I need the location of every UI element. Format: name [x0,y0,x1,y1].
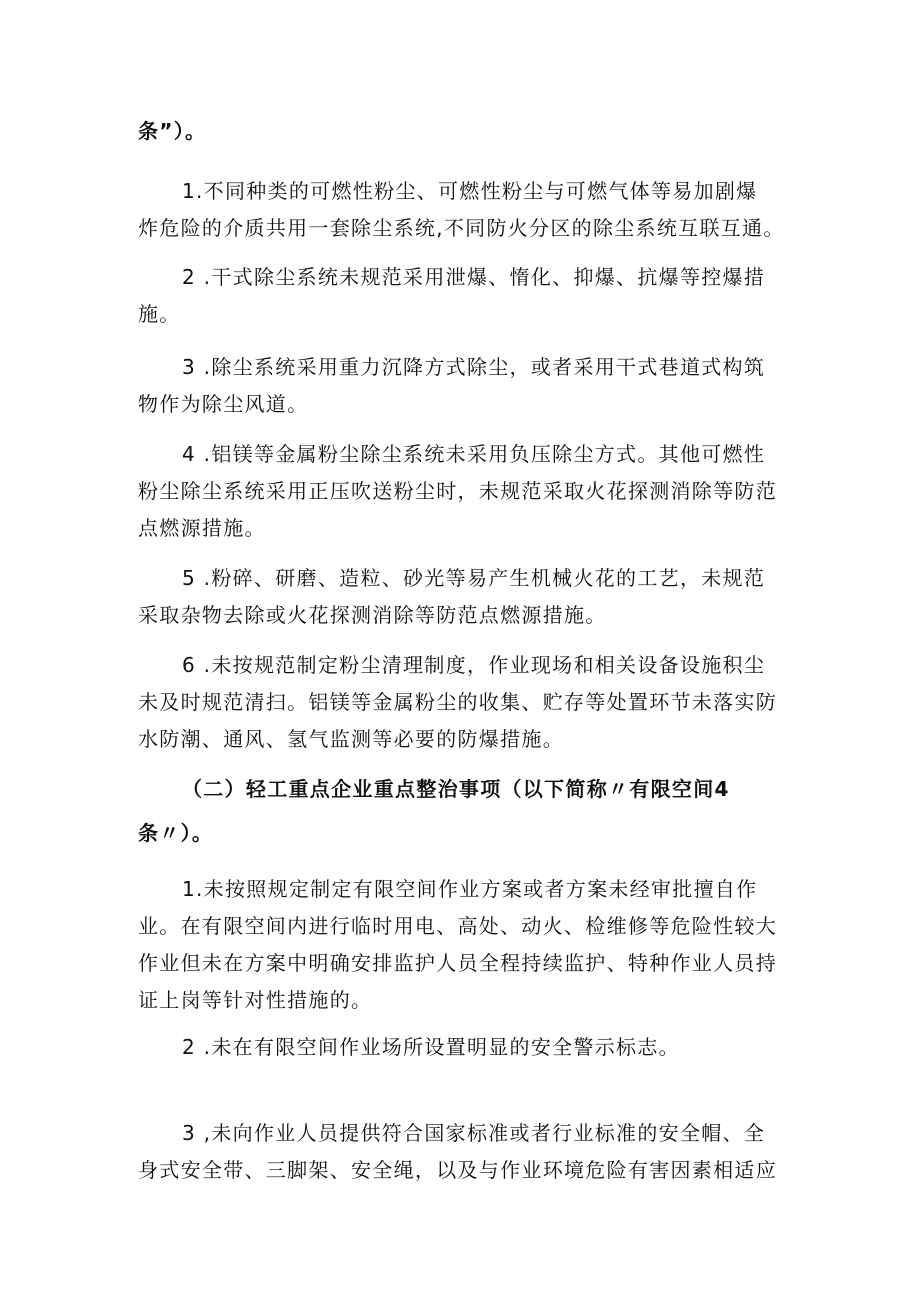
paragraph-item-1 [138,173,790,247]
text-line: 采取杂物去除或火花探测消除等防范点燃源措施。 [138,603,607,627]
text-line: 证上岗等针对性措施的。 [138,988,373,1012]
paragraph-continuation [138,113,790,150]
paragraph-item-6 [138,647,790,758]
text-line: 1.未按照规定制定有限空间作业方案或者方案未经审批擅自作 [182,877,758,901]
text-line: 条〃）。 [138,821,214,845]
text-line: 粉尘除尘系统采用正压吹送粉尘时，未规范采取火花探测消除等防范 [138,479,777,503]
paragraph-item-3 [138,349,790,423]
text-line: 点燃源措施。 [138,516,266,540]
text-line: 条”）。 [138,119,207,143]
text-line: 4 .铝镁等金属粉尘除尘系统未采用负压除尘方式。其他可燃性 [182,442,766,466]
text-line: 3 ,未向作业人员提供符合国家标准或者行业标准的安全帽、全 [182,1121,766,1145]
text-line: 2 .未在有限空间作业场所设置明显的安全警示标志。 [182,1035,680,1059]
text-line: （二）轻工重点企业重点整治事项（以下简称〃有限空间4 [182,777,730,801]
text-line: 2 .干式除尘系统未规范采用泄爆、惰化、抑爆、抗爆等控爆措 [182,265,766,289]
paragraph-item-8 [138,1029,790,1066]
text-line: 水防潮、通风、氢气监测等必要的防爆措施。 [138,727,564,751]
text-line: 作业但未在方案中明确安排监护人员全程持续监护、特种作业人员持 [138,951,777,975]
paragraph-item-7 [138,871,790,1019]
text-line: 1.不同种类的可燃性粉尘、可燃性粉尘与可燃气体等易加剧爆 [182,179,758,203]
text-line: 物作为除尘风道。 [138,392,309,416]
text-line: 3 .除尘系统采用重力沉降方式除尘，或者采用干式巷道式构筑 [182,355,766,379]
text-line: 身式安全带、三脚架、安全绳，以及与作业环境危险有害因素相适应 [138,1158,777,1182]
text-line: 业。在有限空间内进行临时用电、高处、动火、检维修等危险性较大 [138,914,777,938]
text-line: 施。 [138,302,181,326]
paragraph-item-2 [138,259,790,333]
text-line: 5 .粉碎、研磨、造粒、砂光等易产生机械火花的工艺，未规范 [182,566,766,590]
text-line: 未及时规范清扫。铝镁等金属粉尘的收集、贮存等处置环节未落实防 [138,690,777,714]
text-line: 炸危险的介质共用一套除尘系统,不同防火分区的除尘系统互联互通。 [138,216,785,240]
text-line: 6 .未按规范制定粉尘清理制度，作业现场和相关设备设施积尘 [182,653,766,677]
section-heading [138,767,790,855]
paragraph-item-5 [138,560,790,634]
paragraph-item-9 [138,1115,790,1189]
paragraph-item-4 [138,436,790,547]
